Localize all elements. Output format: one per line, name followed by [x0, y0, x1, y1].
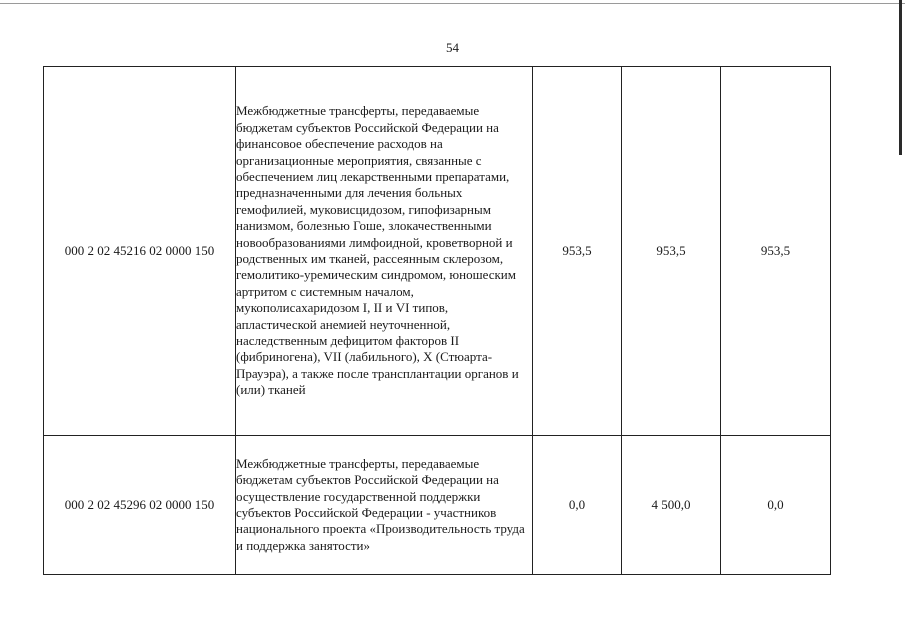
table-row [44, 436, 831, 575]
scan-border-line [0, 3, 905, 4]
value-cell-3: 0,0 [721, 436, 831, 575]
value-cell-3: 953,5 [721, 67, 831, 436]
scan-edge-mark [899, 0, 902, 155]
value-cell-1: 0,0 [533, 436, 622, 575]
budget-code-cell: 000 2 02 45296 02 0000 150 [44, 436, 236, 575]
description-cell: Межбюджетные трансферты, передаваемые бюджетам субъектов Российской Федерации на осуществление государственной поддержки субъектов Российской Федерации - участников национального проекта «Производительность труда и поддержка занятости» [236, 436, 533, 575]
value-cell-1: 953,5 [533, 67, 622, 436]
value-cell-2: 4 500,0 [622, 436, 721, 575]
description-cell: Межбюджетные трансферты, передаваемые бюджетам субъектов Российской Федерации на финансовое обеспечение расходов на организационные мероприятия, связанные с обеспечением лиц лекарственными препаратами, предназначенными для лечения больных гемофилией, муковисцидозом, гипофизарным нанизмом, болезнью Гоше, злокачественными новообразованиями лимфоидной, кроветворной и родственных им тканей, рассеянным склерозом, гемолитико-уремическим синдромом, юношеским артритом с системным началом, мукополисахаридозом I, II и VI типов, апластической анемией неуточненной, наследственным дефицитом факторов II (фибриногена), VII (лабильного), X (Стюарта-Прауэра), а также после трансплантации органов и (или) тканей [236, 67, 533, 436]
value-cell-2: 953,5 [622, 67, 721, 436]
budget-table [43, 66, 831, 575]
budget-code-cell: 000 2 02 45216 02 0000 150 [44, 67, 236, 436]
table-row [44, 67, 831, 436]
page-number: 54 [446, 40, 459, 55]
